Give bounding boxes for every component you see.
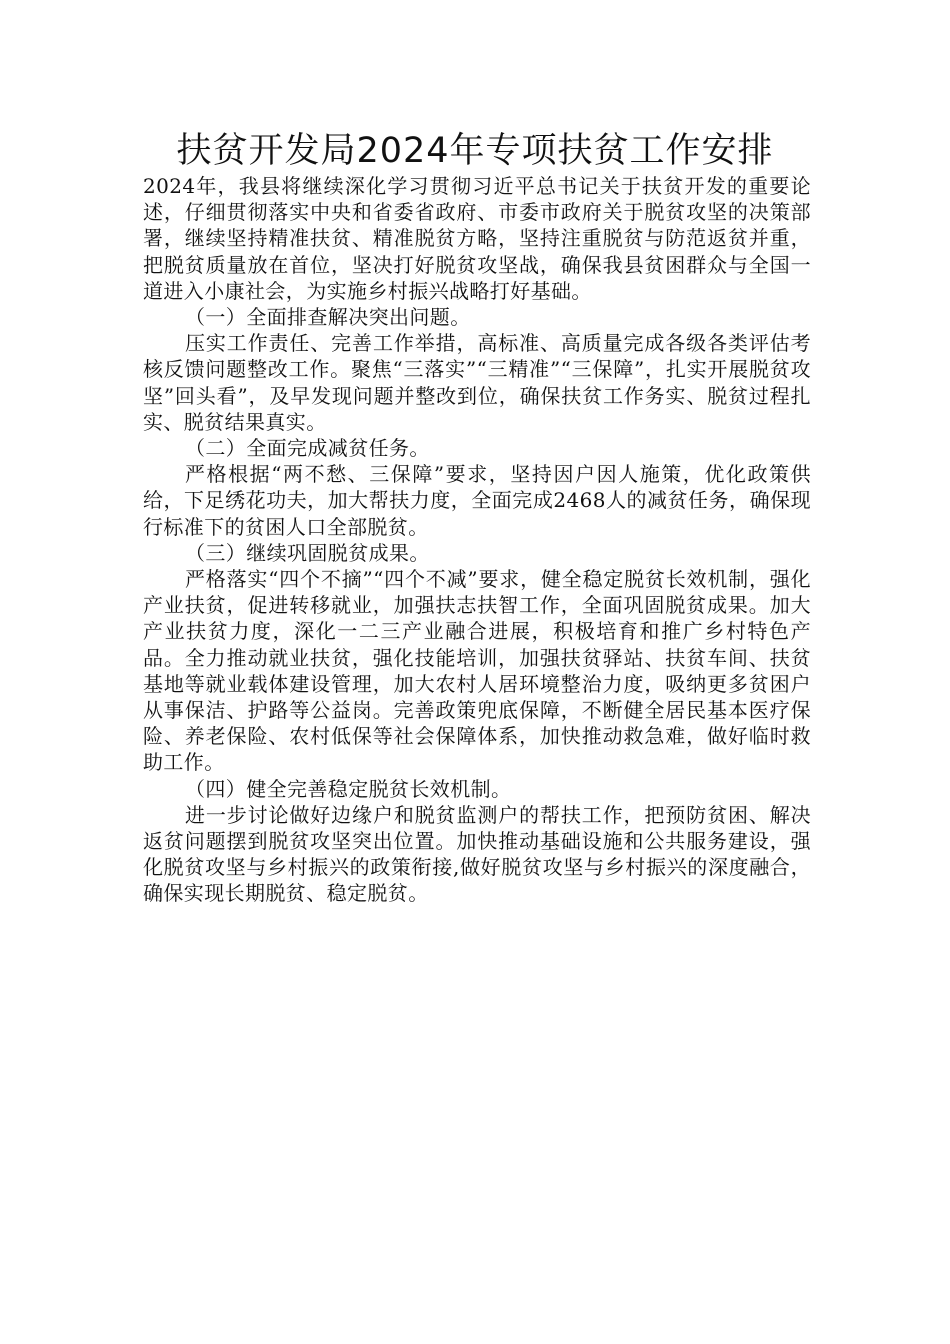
document-body <box>143 173 811 907</box>
section-paragraph-3: 严格落实“四个不摘”“四个不减”要求，健全稳定脱贫长效机制，强化产业扶贫，促进转移就业，加强扶志扶智工作，全面巩固脱贫成果。加大产业扶贫力度，深化一二三产业融合进展，积极培育和推广乡村特色产品。全力推动就业扶贫，强化技能培训，加强扶贫驿站、扶贫车间、扶贫基地等就业载体建设管理，加大农村人居环境整治力度，吸纳更多贫困户从事保洁、护路等公益岗。完善政策兜底保障，不断健全居民基本医疗保险、养老保险、农村低保等社会保障体系，加快推动救急难，做好临时救助工作。 <box>143 567 811 775</box>
section-heading-2: （二）全面完成减贫任务。 <box>185 436 430 461</box>
section-paragraph-1: 压实工作责任、完善工作举措，高标准、高质量完成各级各类评估考核反馈问题整改工作。聚焦“三落实”“三精准”“三保障”，扎实开展脱贫攻坚”回头看”，及早发现问题并整改到位，确保扶贫工作务实、脱贫过程扎实、脱贫结果真实。 <box>143 331 811 434</box>
section-paragraph-4: 进一步讨论做好边缘户和脱贫监测户的帮扶工作，把预防贫困、解决返贫问题摆到脱贫攻坚突出位置。加快推动基础设施和公共服务建设，强化脱贫攻坚与乡村振兴的政策衔接,做好脱贫攻坚与乡村振兴的深度融合，确保实现长期脱贫、稳定脱贫。 <box>143 802 811 906</box>
section-heading-3: （三）继续巩固脱贫成果。 <box>185 540 430 565</box>
document-title: 扶贫开发局2024年专项扶贫工作安排 <box>176 131 774 171</box>
section-paragraph-2: 严格根据“两不愁、三保障”要求，坚持因户因人施策，优化政策供给，下足绣花功夫，加大帮扶力度，全面完成2468人的减贫任务，确保现行标准下的贫困人口全部脱贫。 <box>143 462 811 539</box>
section-heading-4: （四）健全完善稳定脱贫长效机制。 <box>185 776 512 801</box>
intro-paragraph: 2024年，我县将继续深化学习贯彻习近平总书记关于扶贫开发的重要论述，仔细贯彻落实中央和省委省政府、市委市政府关于脱贫攻坚的决策部署，继续坚持精准扶贫、精准脱贫方略，坚持注重脱贫与防范返贫并重，把脱贫质量放在首位，坚决打好脱贫攻坚战，确保我县贫困群众与全国一道进入小康社会，为实施乡村振兴战略打好基础。 <box>143 174 811 303</box>
section-heading-1: （一）全面排查解决突出问题。 <box>185 305 471 330</box>
